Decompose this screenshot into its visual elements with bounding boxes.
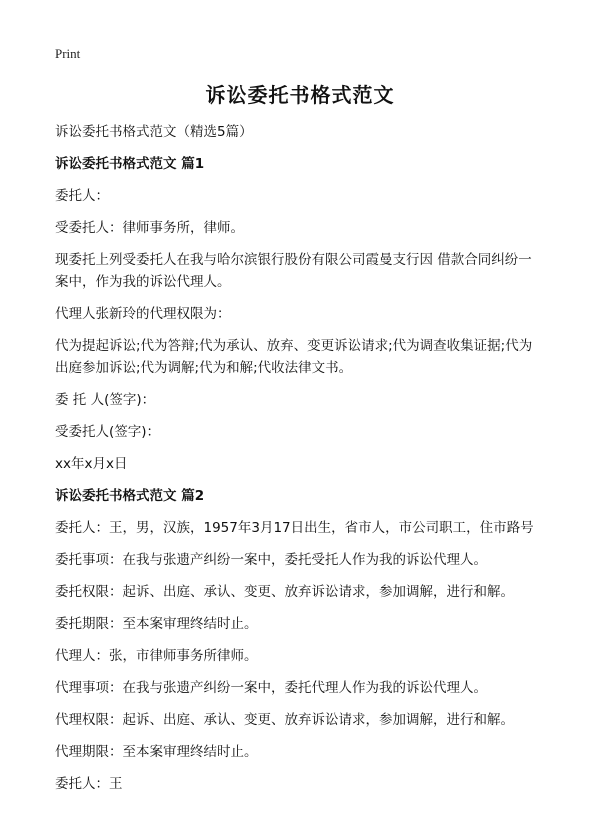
paragraph: 代为提起诉讼;代为答辩;代为承认、放弃、变更诉讼请求;代为调查收集证据;代为出庭参加诉讼;代为调解;代为和解;代收法律文书。 [55, 338, 533, 376]
signature-line: 受委托人(签字)： [55, 424, 161, 440]
section-heading-1: 诉讼委托书格式范文 篇1 [55, 156, 205, 172]
paragraph: 代理人张新玲的代理权限为： [55, 306, 231, 322]
paragraph: 委托权限：起诉、出庭、承认、变更、放弃诉讼请求，参加调解，进行和解。 [55, 584, 514, 600]
paragraph: 委托期限：至本案审理终结时止。 [55, 616, 258, 632]
paragraph: 代理人：张，市律师事务所律师。 [55, 648, 258, 664]
signature-line: 委 托 人(签字)： [55, 392, 156, 408]
paragraph: 代理期限：至本案审理终结时止。 [55, 744, 258, 760]
paragraph: 受委托人：律师事务所，律师。 [55, 220, 244, 236]
document-title: 诉讼委托书格式范文 [205, 83, 395, 107]
document-subtitle: 诉讼委托书格式范文（精选5篇） [55, 124, 253, 140]
paragraph: 现委托上列受委托人在我与哈尔滨银行股份有限公司霞曼支行因 借款合同纠纷一案中，作为我的诉讼代理人。 [55, 252, 532, 290]
paragraph: 委托事项：在我与张遗产纠纷一案中，委托受托人作为我的诉讼代理人。 [55, 552, 487, 568]
paragraph: 委托人：王，男，汉族，1957年3月17日出生，省市人，市公司职工，住市路号 [55, 520, 534, 536]
paragraph: 委托人： [55, 188, 109, 204]
document-body [55, 121, 545, 805]
paragraph: 代理事项：在我与张遗产纠纷一案中，委托代理人作为我的诉讼代理人。 [55, 680, 487, 696]
paragraph: 代理权限：起诉、出庭、承认、变更、放弃诉讼请求，参加调解，进行和解。 [55, 712, 514, 728]
section-heading-2: 诉讼委托书格式范文 篇2 [55, 488, 205, 504]
paragraph: 委托人：王 [55, 776, 123, 792]
date-line: xx年x月x日 [55, 456, 128, 472]
print-link[interactable]: Print [55, 46, 81, 61]
